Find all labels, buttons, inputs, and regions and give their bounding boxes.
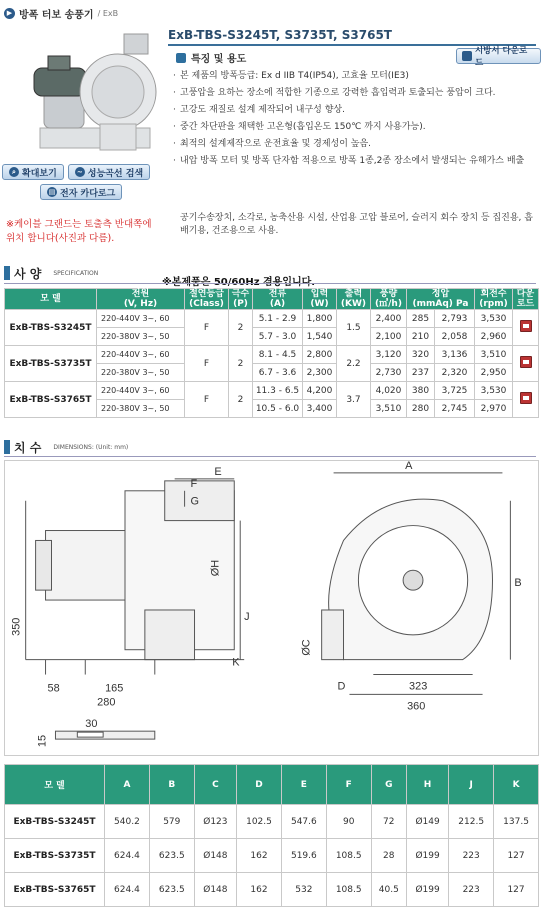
model-cell: ExB-TBS-S3765T [5,382,97,418]
dim-divider [4,456,536,457]
value-cell: 108.5 [326,839,371,873]
feature-item: · 본 제품의 방폭등급: Ex d IIB T4(IP54), 고효율 모터(IE3) [172,70,536,83]
power-cell: 220-380V 3~, 50 [97,364,185,382]
mmaq-cell: 237 [407,364,435,382]
value-cell: 579 [149,805,194,839]
output-cell: 1.5 [337,310,371,346]
value-cell: 547.6 [281,805,326,839]
feature-item: · 고풍압을 요하는 장소에 적합한 기종으로 강력한 흡입력과 토출되는 풍압이 크다. [172,87,536,100]
bullet-square-icon [176,53,186,63]
flow-cell: 2,400 [371,310,407,328]
col-b: B [149,765,194,805]
input-cell: 3,400 [303,400,337,418]
dim-350: 350 [10,617,23,636]
col-pressure: 정압 (mmAq) Pa [407,289,475,310]
col-output: 출력 (KW) [337,289,371,310]
catalog-label: 전자 카다로그 [60,188,116,199]
pa-cell: 2,745 [435,400,475,418]
value-cell: Ø199 [406,873,448,907]
download-cell[interactable] [513,382,539,418]
current-cell: 11.3 - 6.5 [253,382,303,400]
current-cell: 5.7 - 3.0 [253,328,303,346]
value-cell: Ø148 [194,839,236,873]
dim-e: E [214,465,222,478]
download-icon[interactable] [520,392,532,404]
table-row [5,805,539,839]
input-cell: 1,540 [303,328,337,346]
col-j: J [449,765,494,805]
model-cell: ExB-TBS-S3735T [5,839,105,873]
spec-header-row [5,289,539,310]
col-k: K [494,765,539,805]
col-input: 입력 (W) [303,289,337,310]
dim-15: 15 [36,734,49,748]
col-flow: 풍량 (㎥/h) [371,289,407,310]
col-rpm: 회전수 (rpm) [475,289,513,310]
flow-cell: 2,100 [371,328,407,346]
value-cell: 108.5 [326,873,371,907]
rpm-cell: 3,510 [475,346,513,364]
model-cell: ExB-TBS-S3245T [5,805,105,839]
value-cell: 212.5 [449,805,494,839]
poles-cell: 2 [229,310,253,346]
dim-section-head [4,438,254,456]
model-cell: ExB-TBS-S3735T [5,346,97,382]
dim-30: 30 [85,718,98,731]
breadcrumb [4,4,118,22]
spec-subtitle: SPECIFICATION [53,269,99,277]
feature-item: · 고강도 재질로 설계 제작되어 내구성 향상. [172,104,536,117]
value-cell: 624.4 [105,873,150,907]
download-icon [462,51,472,61]
dim-d: D [337,680,346,693]
input-cell: 1,800 [303,310,337,328]
current-cell: 6.7 - 3.6 [253,364,303,382]
poles-cell: 2 [229,346,253,382]
spec-title: 사 양 [14,266,42,281]
breadcrumb-title: 방폭 터보 송풍기 [19,9,94,21]
col-power: 전원 (V, Hz) [97,289,185,310]
power-cell: 220-380V 3~, 50 [97,400,185,418]
col-d: D [237,765,282,805]
download-cell[interactable] [513,346,539,382]
section-bar-icon [4,440,10,454]
current-cell: 10.5 - 6.0 [253,400,303,418]
col-c: C [194,765,236,805]
flow-cell: 3,510 [371,400,407,418]
dim-h: ØH [209,559,222,577]
rpm-cell: 2,950 [475,364,513,382]
cable-notice: ※케이블 그랜드는 토출측 반대쪽에 위치 합니다(사진과 다름). [6,219,152,244]
input-cell: 4,200 [303,382,337,400]
pa-cell: 2,058 [435,328,475,346]
spec-note [162,273,315,288]
magnifier-icon: ⌕ [9,167,19,177]
mmaq-cell: 285 [407,310,435,328]
table-row [5,346,539,364]
pa-cell: 3,725 [435,382,475,400]
download-icon[interactable] [520,356,532,368]
col-h: H [406,765,448,805]
col-poles: 극수 (P) [229,289,253,310]
flow-cell: 2,730 [371,364,407,382]
mmaq-cell: 210 [407,328,435,346]
input-cell: 2,300 [303,364,337,382]
zoom-label: 확대보기 [22,168,57,179]
dim-360: 360 [407,700,426,713]
col-class: 절연등급 (Class) [185,289,229,310]
rpm-cell: 3,530 [475,310,513,328]
value-cell: 223 [449,839,494,873]
features-heading [176,50,246,65]
curve-icon: ~ [75,167,85,177]
table-row [5,839,539,873]
power-cell: 220-380V 3~, 50 [97,328,185,346]
dim-k: K [232,656,240,669]
value-cell: 127 [494,839,539,873]
value-cell: 223 [449,873,494,907]
col-model: 모 델 [5,765,105,805]
breadcrumb-sub: / ExB [97,8,119,18]
value-cell: 519.6 [281,839,326,873]
rpm-cell: 3,530 [475,382,513,400]
power-cell: 220-440V 3~, 60 [97,346,185,364]
value-cell: 162 [237,873,282,907]
dim-f: F [190,477,198,490]
rpm-cell: 2,970 [475,400,513,418]
value-cell: 623.5 [149,873,194,907]
col-model: 모 델 [5,289,97,310]
catalog-button[interactable] [40,184,122,200]
feature-item: · 내압 방폭 모터 및 방폭 단자함 적용으로 방폭 1종,2종 장소에서 발생되는 유해가스 배출 [172,155,536,168]
model-cell: ExB-TBS-S3765T [5,873,105,907]
dim-title: 치 수 [14,440,42,455]
model-title: ExB-TBS-S3245T, S3735T, S3765T [168,28,392,42]
feature-list [172,70,536,172]
foot-detail [55,731,154,739]
flow-cell: 3,120 [371,346,407,364]
perf-curve-label: 성능곡선 검색 [87,168,144,179]
spec-divider [4,283,536,284]
dim-280: 280 [97,696,116,709]
spec-download-label: 시방서 다운로드 [474,46,528,68]
input-cell: 2,800 [303,346,337,364]
spec-section-head [4,264,154,282]
dimension-drawing [4,460,539,756]
dim-j: J [244,610,250,623]
value-cell: 137.5 [494,805,539,839]
value-cell: Ø148 [194,873,236,907]
dim-g: G [190,495,200,508]
spec-download-button[interactable] [456,46,541,68]
features-heading-label: 특징 및 용도 [191,54,247,65]
value-cell: 90 [326,805,371,839]
output-cell: 3.7 [337,382,371,418]
dim-58: 58 [47,682,60,695]
col-e: E [281,765,326,805]
flow-cell: 4,020 [371,382,407,400]
rpm-cell: 2,960 [475,328,513,346]
value-cell: 623.5 [149,839,194,873]
value-cell: 127 [494,873,539,907]
arrow-icon: ▶ [4,8,15,19]
value-cell: 102.5 [237,805,282,839]
value-cell: 162 [237,839,282,873]
table-row [5,382,539,400]
download-cell[interactable] [513,310,539,346]
current-cell: 8.1 - 4.5 [253,346,303,364]
col-a: A [105,765,150,805]
pa-cell: 3,136 [435,346,475,364]
feature-item: · 최적의 설계제작으로 운전효율 및 경제성이 높음. [172,138,536,151]
model-cell: ExB-TBS-S3245T [5,310,97,346]
perf-curve-button[interactable] [68,164,150,180]
table-row [5,873,539,907]
col-g: G [371,765,406,805]
col-f: F [326,765,371,805]
dim-a: A [405,460,413,472]
dim-323: 323 [409,680,428,693]
product-image [30,28,160,160]
value-cell: 624.4 [105,839,150,873]
mmaq-cell: 320 [407,346,435,364]
dim-b: B [514,577,522,590]
mmaq-cell: 380 [407,382,435,400]
spec-table [4,288,539,418]
zoom-button[interactable] [2,164,64,180]
poles-cell: 2 [229,382,253,418]
value-cell: Ø149 [406,805,448,839]
value-cell: 40.5 [371,873,406,907]
value-cell: 72 [371,805,406,839]
power-cell: 220-440V 3~, 60 [97,310,185,328]
dim-header-row [5,765,539,805]
current-cell: 5.1 - 2.9 [253,310,303,328]
value-cell: Ø123 [194,805,236,839]
product-buttons [2,164,150,180]
value-cell: 540.2 [105,805,150,839]
class-cell: F [185,382,229,418]
book-icon: ▤ [48,188,56,196]
value-cell: 532 [281,873,326,907]
power-cell: 220-440V 3~, 60 [97,382,185,400]
front-view [322,473,511,694]
col-current: 전류 (A) [253,289,303,310]
value-cell: Ø199 [406,839,448,873]
dim-165: 165 [105,682,124,695]
mmaq-cell: 280 [407,400,435,418]
col-download: 다운 로드 [513,289,539,310]
dim-c: ØC [300,639,313,656]
table-row [5,310,539,328]
output-cell: 2.2 [337,346,371,382]
class-cell: F [185,346,229,382]
value-cell: 28 [371,839,406,873]
dim-subtitle: DIMENSIONS: (Unit: mm) [53,443,129,451]
pa-cell: 2,320 [435,364,475,382]
dimension-table [4,764,539,907]
download-icon[interactable] [520,320,532,332]
feature-item: · 중간 차단판을 채택한 고온형(흡입온도 150℃ 까지 사용가능). [172,121,536,134]
section-bar-icon [4,266,10,280]
pa-cell: 2,793 [435,310,475,328]
usage-text: 공기수송장치, 소각로, 농축산용 시설, 산업용 고압 블로어, 슬러지 회수 장치 등 집진용, 흡 배기용, 건조용으로 사용. [180,213,533,236]
class-cell: F [185,310,229,346]
